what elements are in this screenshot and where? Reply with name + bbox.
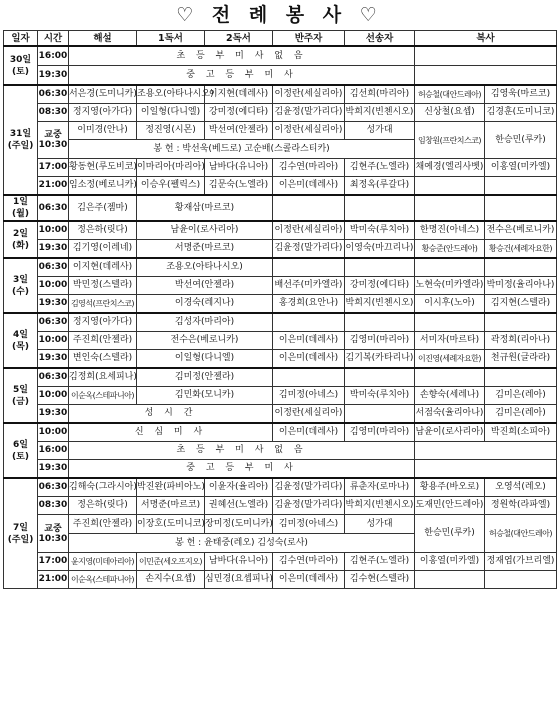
commentary-cell: 정지영(아가다) (69, 313, 137, 332)
reading2-cell: 남윤이(로사리아) (137, 221, 273, 240)
col-header-cantor: 선송자 (345, 31, 415, 47)
cantor-cell: 김기복(카타리나) (345, 350, 415, 369)
organist-cell (273, 313, 345, 332)
commentary-cell: 김은주(젬마) (69, 195, 137, 221)
commentary-cell: 주진희(안젤라) (69, 515, 137, 534)
time-cell: 16:00 (38, 46, 69, 66)
organist-cell: 이정란(세실리아) (273, 122, 345, 140)
merged-note: 중 고 등 부 미 사 (69, 66, 415, 86)
reading2-cell: 장미정(도미니카) (205, 515, 273, 534)
reading1-cell: 조용오(아타나시오) (137, 85, 205, 104)
time-cell: 06:30 (38, 85, 69, 104)
reading2-cell: 이지현(데레사) (205, 85, 273, 104)
organist-cell: 김미정(아네스) (273, 387, 345, 405)
reading2-cell: 서명준(마르코) (137, 240, 273, 259)
time-cell: 08:30 (38, 497, 69, 515)
date-cell: 4일 (목) (4, 313, 38, 368)
organist-cell: 이정란(세실리아) (273, 85, 345, 104)
reading1-cell: 이일형(다니엘) (137, 104, 205, 122)
server-cell: 도재민(안드레아) (415, 497, 485, 515)
empty-cell (415, 66, 557, 86)
col-header-time: 시간 (38, 31, 69, 47)
server-cell: 박진희(소피아) (485, 423, 557, 442)
cantor-cell (345, 258, 415, 277)
reading1-cell: 이승우(펠릭스) (137, 177, 205, 196)
cantor-cell: 김현주(노엘라) (345, 553, 415, 571)
reading1-cell: 김성자(마리아) (137, 313, 273, 332)
offering-note: 봉 헌 : 박선욱(베드로) 고순배(스콜라스티카) (69, 140, 415, 159)
merged-note: 초 등 부 미 사 없 음 (69, 46, 415, 66)
cantor-cell: 성가대 (345, 515, 415, 534)
server-cell: 김경훈(도미니코) (485, 104, 557, 122)
merged-note: 성 시 간 (69, 405, 273, 424)
server-cell: 이홍열(미카엘) (415, 553, 485, 571)
organist-cell: 이은미(데레사) (273, 350, 345, 369)
time-cell: 16:00 (38, 442, 69, 460)
server-cell: 황승건(세례자요한) (485, 240, 557, 259)
server-cell: 서점숙(율리아나) (415, 405, 485, 424)
cantor-cell: 박희지(빈첸시오) (345, 295, 415, 314)
date-cell: 31일 (주일) (4, 85, 38, 195)
server-cell (485, 313, 557, 332)
organist-cell: 배선주(미카엘라) (273, 277, 345, 295)
cantor-cell: 김영미(마리아) (345, 423, 415, 442)
date-cell: 30일 (토) (4, 46, 38, 85)
empty-cell (415, 442, 557, 460)
server-cell: 임창원(프란치스코) (415, 122, 485, 159)
server-cell: 박미정(율리아나) (485, 277, 557, 295)
reading2-cell: 심민경(요셉피나) (205, 571, 273, 589)
organist-cell: 이은미(데레사) (273, 571, 345, 589)
organist-cell (273, 195, 345, 221)
server-cell (415, 313, 485, 332)
cantor-cell (345, 368, 415, 387)
server-cell: 김미은(레아) (485, 405, 557, 424)
server-cell: 오영석(레오) (485, 478, 557, 497)
commentary-cell: 김영석(프란치스코) (69, 295, 137, 314)
server-cell: 허승철(대안드레아) (485, 515, 557, 553)
time-cell: 10:00 (38, 332, 69, 350)
server-cell: 김영욱(마르코) (485, 85, 557, 104)
commentary-cell: 윤지영(미데아리아) (69, 553, 137, 571)
commentary-cell: 김정희(요세피나) (69, 368, 137, 387)
commentary-cell: 이순옥(스테파니아) (69, 571, 137, 589)
server-cell: 손향숙(세레나) (415, 387, 485, 405)
cantor-cell: 김선희(마리아) (345, 85, 415, 104)
commentary-cell: 이순옥(스테파니아) (69, 387, 137, 405)
reading1-cell: 조용오(아타나시오) (137, 258, 273, 277)
organist-cell: 김윤정(말가리다) (273, 104, 345, 122)
server-cell: 채예경(엘리사벳) (415, 159, 485, 177)
cantor-cell: 박미숙(루치아) (345, 387, 415, 405)
reading2-cell: 남바다(유니아) (205, 159, 273, 177)
server-cell: 황용주(바오로) (415, 478, 485, 497)
reading2-cell: 강미정(에디타) (205, 104, 273, 122)
server-cell (485, 368, 557, 387)
reading1-cell: 이민준(세오프지오) (137, 553, 205, 571)
server-cell: 정재엽(가브리엘) (485, 553, 557, 571)
reading1-cell: 황재삼(마르코) (137, 195, 273, 221)
reading2-cell: 전수은(베로니카) (137, 332, 273, 350)
offering-note: 봉 헌 : 윤태중(레오) 김성숙(로사) (69, 534, 415, 553)
date-cell: 6일 (토) (4, 423, 38, 478)
time-cell: 06:30 (38, 368, 69, 387)
organist-cell: 김미정(아네스) (273, 515, 345, 534)
cantor-cell: 박미숙(루치아) (345, 221, 415, 240)
server-cell: 곽정희(리아나) (485, 332, 557, 350)
commentary-cell: 김해숙(그라시아) (69, 478, 137, 497)
commentary-cell: 이미경(안나) (69, 122, 137, 140)
empty-cell (415, 460, 557, 479)
organist-cell (273, 368, 345, 387)
reading1-cell: 정진영(시몬) (137, 122, 205, 140)
merged-note: 중 고 등 부 미 사 (69, 460, 415, 479)
server-cell (485, 195, 557, 221)
time-cell: 06:30 (38, 258, 69, 277)
server-cell (485, 177, 557, 196)
col-header-altar-server: 복사 (415, 31, 557, 47)
cantor-cell: 박희지(빈첸시오) (345, 104, 415, 122)
commentary-cell: 황동현(루도비코) (69, 159, 137, 177)
time-cell: 17:00 (38, 159, 69, 177)
col-header-commentary: 해설 (69, 31, 137, 47)
time-cell: 19:30 (38, 460, 69, 479)
server-cell (415, 571, 485, 589)
server-cell (415, 177, 485, 196)
time-cell: 06:30 (38, 478, 69, 497)
server-cell (485, 258, 557, 277)
organist-cell: 이정란(세실리아) (273, 405, 345, 424)
reading2-cell: 김민화(모니카) (137, 387, 273, 405)
server-cell: 이홍열(미카엘) (485, 159, 557, 177)
date-cell: 1일 (월) (4, 195, 38, 221)
server-cell: 천규원(글라라) (485, 350, 557, 369)
server-cell: 이시후(노아) (415, 295, 485, 314)
cantor-cell: 김영미(마리아) (345, 332, 415, 350)
empty-cell (415, 46, 557, 66)
server-cell: 신상철(요셉) (415, 104, 485, 122)
commentary-cell: 주진희(안젤라) (69, 332, 137, 350)
col-header-first-reading: 1독서 (137, 31, 205, 47)
cantor-cell: 성가대 (345, 122, 415, 140)
organist-cell: 이은미(데레사) (273, 332, 345, 350)
server-cell: 한승민(루카) (415, 515, 485, 553)
server-cell: 노현숙(미카엘라) (415, 277, 485, 295)
cantor-cell: 이영숙(마끄리나) (345, 240, 415, 259)
reading2-cell: 남바다(유니아) (205, 553, 273, 571)
server-cell (415, 368, 485, 387)
date-cell: 3일 (수) (4, 258, 38, 313)
col-header-organist: 반주자 (273, 31, 345, 47)
server-cell: 전수은(베로니카) (485, 221, 557, 240)
commentary-cell: 정은하(릿다) (69, 221, 137, 240)
server-cell: 김지현(스텔라) (485, 295, 557, 314)
server-cell: 서미자(마르타) (415, 332, 485, 350)
organist-cell: 이정란(세실리아) (273, 221, 345, 240)
col-header-second-reading: 2독서 (205, 31, 273, 47)
organist-cell: 김윤정(말가리다) (273, 240, 345, 259)
cantor-cell: 류춘자(로마나) (345, 478, 415, 497)
cantor-cell: 박희지(빈첸시오) (345, 497, 415, 515)
cantor-cell (345, 313, 415, 332)
server-cell: 정원학(라파엘) (485, 497, 557, 515)
commentary-cell: 변인숙(스텔라) (69, 350, 137, 369)
merged-note: 초 등 부 미 사 없 음 (69, 442, 415, 460)
server-cell: 한명진(아네스) (415, 221, 485, 240)
time-cell: 17:00 (38, 553, 69, 571)
commentary-cell: 서은경(도미니카) (69, 85, 137, 104)
server-cell: 남윤이(로사리아) (415, 423, 485, 442)
cantor-cell: 김수현(스텔라) (345, 571, 415, 589)
time-cell: 06:30 (38, 195, 69, 221)
organist-cell: 김수연(마리아) (273, 159, 345, 177)
date-cell: 7일 (주일) (4, 478, 38, 589)
commentary-cell: 이지현(데레사) (69, 258, 137, 277)
reading2-cell: 이경숙(레지나) (137, 295, 273, 314)
reading2-cell: 이일형(다니엘) (137, 350, 273, 369)
cantor-cell: 강미정(에디타) (345, 277, 415, 295)
col-header-date: 일자 (4, 31, 38, 47)
time-cell: 10:00 (38, 423, 69, 442)
reading1-cell: 이마리아(마리아) (137, 159, 205, 177)
organist-cell: 김윤정(말가리다) (273, 478, 345, 497)
server-cell: 황승준(안드레아) (415, 240, 485, 259)
cantor-cell: 김현주(노엘라) (345, 159, 415, 177)
time-cell: 10:00 (38, 387, 69, 405)
time-cell: 10:00 (38, 221, 69, 240)
server-cell (415, 195, 485, 221)
liturgy-schedule-table (3, 30, 557, 589)
time-cell: 19:30 (38, 350, 69, 369)
time-cell: 06:30 (38, 313, 69, 332)
organist-cell: 홍경희(요안나) (273, 295, 345, 314)
merged-note: 신 심 미 사 (69, 423, 273, 442)
organist-cell (273, 258, 345, 277)
commentary-cell: 임소정(베로니카) (69, 177, 137, 196)
server-cell: 이진영(세례자요한) (415, 350, 485, 369)
server-cell: 허승철(대안드레아) (415, 85, 485, 104)
reading2-cell: 김문숙(노엘라) (205, 177, 273, 196)
organist-cell: 이은미(데레사) (273, 177, 345, 196)
time-cell: 19:30 (38, 405, 69, 424)
reading1-cell: 박진완(파비아노) (137, 478, 205, 497)
reading2-cell: 이윤자(율리아) (205, 478, 273, 497)
reading2-cell: 권혜선(노엘라) (205, 497, 273, 515)
page-title: ♡ 전 례 봉 사 ♡ (176, 4, 383, 26)
date-cell: 5일 (금) (4, 368, 38, 423)
time-cell: 19:30 (38, 240, 69, 259)
time-cell: 19:30 (38, 66, 69, 86)
commentary-cell: 박민정(스텔라) (69, 277, 137, 295)
time-cell: 교중 10:30 (38, 515, 69, 553)
time-cell: 21:00 (38, 571, 69, 589)
time-cell: 19:30 (38, 295, 69, 314)
commentary-cell: 정은하(릿다) (69, 497, 137, 515)
date-cell: 2일 (화) (4, 221, 38, 258)
time-cell: 10:00 (38, 277, 69, 295)
reading1-cell: 서명준(마르코) (137, 497, 205, 515)
cantor-cell: 최정옥(루갈다) (345, 177, 415, 196)
commentary-cell: 정지영(아가다) (69, 104, 137, 122)
organist-cell: 이은미(데레사) (273, 423, 345, 442)
organist-cell: 김윤정(말가리다) (273, 497, 345, 515)
organist-cell: 김수연(마리아) (273, 553, 345, 571)
cantor-cell (345, 405, 415, 424)
reading2-cell: 박선여(안젤라) (137, 277, 273, 295)
time-cell: 21:00 (38, 177, 69, 196)
reading2-cell: 박선여(안젤라) (205, 122, 273, 140)
server-cell (485, 571, 557, 589)
reading1-cell: 이장호(도미니코) (137, 515, 205, 534)
reading1-cell: 김미정(안젤라) (137, 368, 273, 387)
time-cell: 08:30 (38, 104, 69, 122)
time-cell: 교중 10:30 (38, 122, 69, 159)
server-cell (415, 258, 485, 277)
commentary-cell: 김기영(이레네) (69, 240, 137, 259)
server-cell: 김미은(레아) (485, 387, 557, 405)
reading1-cell: 손지수(요셉) (137, 571, 205, 589)
cantor-cell (345, 195, 415, 221)
server-cell: 한승민(루카) (485, 122, 557, 159)
